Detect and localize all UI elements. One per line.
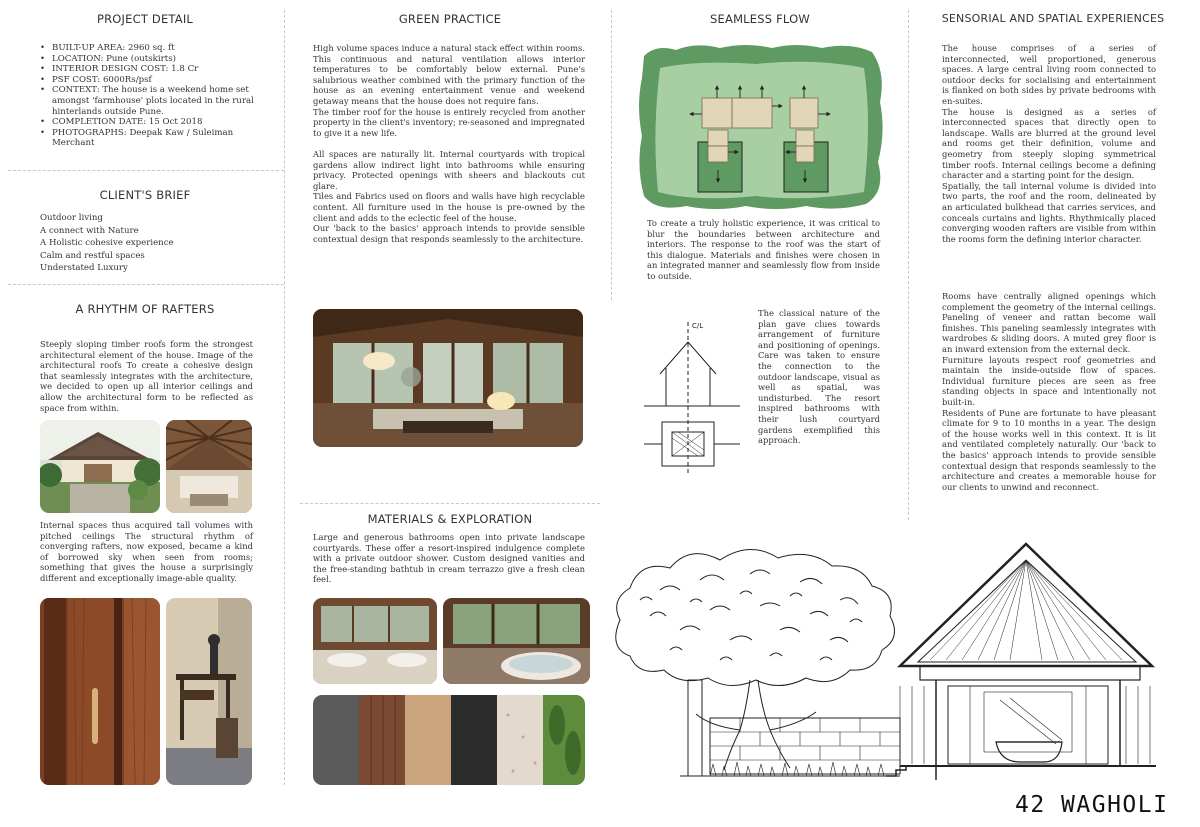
green-practice-heading: GREEN PRACTICE <box>398 12 502 26</box>
desk-interior-photo <box>166 598 252 785</box>
project-detail-list <box>38 43 274 149</box>
paragraph: Spatially, the tall internal volume is divided into two parts, the roof and the room, delineated by an articulated bulkhead that carries services, and conceals curtains and lights. Rhythmically placed converging wooden rafters are visible from within the rooms form the defining interior character. <box>942 180 1156 244</box>
section-sketch <box>640 314 750 474</box>
list-item: • INTERIOR DESIGN COST: 1.8 Cr <box>38 64 274 75</box>
column-divider <box>611 10 612 300</box>
list-item: • LOCATION: Pune (outskirts) <box>38 54 274 65</box>
project-name: 42 WAGHOLI <box>1015 792 1169 818</box>
materials-text: Large and generous bathrooms open into private landscape courtyards. These offer a resort-inspired indulgence complete with a private outdoor shower. Custom designed vanities and the free-standing bathtub in cream terrazzo give a fresh clean feel. <box>313 532 585 585</box>
bathroom-vanity-photo <box>313 598 437 684</box>
list-item: • CONTEXT: The house is a weekend home set amongst 'farmhouse' plots located in the rural hinterlands outside Pune. <box>38 85 274 117</box>
house-section-sketch <box>600 530 1160 785</box>
paragraph: Tiles and Fabrics used on floors and walls have high recyclable content. All furniture used in the house is pre-owned by the client and adds to the eclectic feel of the house. <box>313 191 585 223</box>
list-item: Outdoor living <box>40 213 103 223</box>
rafters-interior-photo <box>166 420 252 513</box>
site-plan-diagram <box>636 42 886 212</box>
seamless-text-2: The classical nature of the plan gave clues towards arrangement of furniture and positioning of openings. Care was taken to ensure the connection to the outdoor landscape, visual as well as spatial, was undisturbed. The resort inspired bathrooms with their lush courtyard gardens exemplified this approach. <box>758 308 880 446</box>
living-room-photo <box>313 309 583 447</box>
section-divider <box>8 170 284 171</box>
project-detail-heading: PROJECT DETAIL <box>96 12 194 26</box>
section-divider <box>300 503 600 504</box>
paragraph: The house is designed as a series of interconnected spaces that directly open to landscape. Walls are blurred at the ground level and rooms get their definition, volume and geometry from steeply sloping symmetrical timber roofs. Internal ceilings become a defining character and a starting point for the design. <box>942 106 1156 181</box>
centerline-label: C/L <box>692 322 704 330</box>
seamless-text-1: To create a truly holistic experience, it was critical to blur the boundaries between architecture and interiors. The response to the roof was the start of this dialogue. Materials and finishes were chosen in an integrated manner and seamlessly flow from inside to outside. <box>647 218 880 281</box>
list-item: A Holistic cohesive experience <box>40 238 174 249</box>
rhythm-text-2: Internal spaces thus acquired tall volumes with pitched ceilings The structural rhythm of converging rafters, now exposed, became a kind of borrowed sky when seen from rooms; something that gives the house a surprisingly different and exceptionally image-able quality. <box>40 520 253 583</box>
rhythm-text-1: Steeply sloping timber roofs form the strongest architectural element of the house. Image of the architectural roofs To create a cohesive design that seamlessly integrates with the architecture, we decided to open up all interior ceilings and allow the architectural form to be reflected as space from within. <box>40 339 253 413</box>
paragraph: High volume spaces induce a natural stack effect within rooms. This continuous and natural ventilation allows interior temperatures to be comfortably below external. Pune's salubrious weather combined with the primary function of the house as an evening entertainment venue and weekend getaway means that the house does not require fans. <box>313 43 585 106</box>
wood-door-photo <box>40 598 160 785</box>
paragraph: Furniture layouts respect roof geometries and maintain the inside-outside flow of spaces. Individual furniture pieces are seen as free standing objects in space and intentionally not built-in. <box>942 354 1156 407</box>
material-swatches <box>313 695 585 785</box>
list-item: Understated Luxury <box>40 263 128 274</box>
house-exterior-photo <box>40 420 160 513</box>
section-divider <box>8 284 284 285</box>
paragraph: The timber roof for the house is entirely recycled from another property in the client's inventory; re-seasoned and impregnated to give it a new life. <box>313 106 585 138</box>
column-divider <box>908 10 909 520</box>
paragraph: Rooms have centrally aligned openings which complement the geometry of the internal ceilings. Paneling of veneer and rattan become wall finishes. This paneling seamlessly integrates with wardrobes & sliding doors. A muted grey floor is an inward extension from the external deck. <box>942 291 1156 354</box>
sensorial-text-2 <box>942 291 1156 492</box>
paragraph: The house comprises of a series of interconnected, well proportioned, generous spaces. A large central living room connected to outdoor decks for socialising and entertainment is flanked on both sides by private bedrooms with en-suites. <box>942 43 1156 106</box>
list-item: • PSF COST: 6000Rs/psf <box>38 75 274 86</box>
green-practice-text <box>313 43 585 255</box>
sensorial-text-1 <box>942 43 1156 255</box>
list-item: • BUILT-UP AREA: 2960 sq. ft <box>38 43 274 54</box>
list-item: Calm and restful spaces <box>40 250 145 261</box>
paragraph: Residents of Pune are fortunate to have pleasant climate for 9 to 10 months in a year. The design of the house works well in this context. It is lit and ventilated completely naturally. Our 'back to the basics' approach intends to provide sensible contextual design that responds seamlessly to the architecture and creates a memorable house for our clients to unwind and reconnect. <box>942 407 1156 492</box>
seamless-flow-heading: SEAMLESS FLOW <box>710 12 810 26</box>
bathtub-photo <box>443 598 590 684</box>
rhythm-heading: A RHYTHM OF RAFTERS <box>75 302 215 316</box>
list-item: • COMPLETION DATE: 15 Oct 2018 <box>38 117 274 128</box>
list-item: A connect with Nature <box>40 225 139 236</box>
list-item: • PHOTOGRAPHS: Deepak Kaw / Suleiman Merchant <box>38 128 274 149</box>
clients-brief-list <box>40 212 270 275</box>
clients-brief-heading: CLIENT'S BRIEF <box>99 188 191 202</box>
sensorial-heading: SENSORIAL AND SPATIAL EXPERIENCES <box>941 12 1165 25</box>
materials-heading: MATERIALS & EXPLORATION <box>367 512 533 526</box>
paragraph: All spaces are naturally lit. Internal courtyards with tropical gardens allow indirect light into bathrooms while ensuring privacy. Protected openings with sheers and blackouts cut glare. <box>313 148 585 191</box>
column-divider <box>284 10 285 785</box>
paragraph: Our 'back to the basics' approach intends to provide sensible contextual design that responds seamlessly to the architecture. <box>313 223 585 244</box>
